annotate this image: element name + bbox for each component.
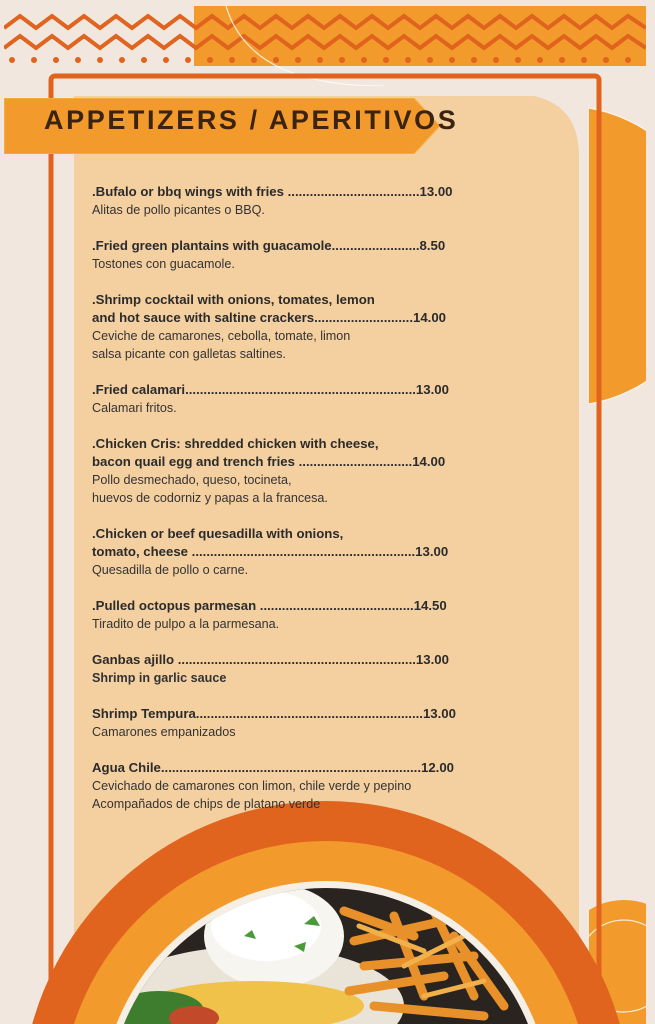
menu-item-description-line: Pollo desmechado, queso, tocineta, <box>92 473 292 487</box>
menu-item-description-line: Cevichado de camarones con limon, chile verde y pepino <box>92 779 412 793</box>
menu-item-description-line: Alitas de pollo picantes o BBQ. <box>92 203 265 217</box>
menu-item-name <box>92 183 512 201</box>
menu-item-description-line: Tostones con guacamole. <box>92 257 235 271</box>
menu-item <box>92 381 512 417</box>
menu-item-name-line: Ganbas ajillo .................................................................13.00 <box>92 652 449 667</box>
menu-item <box>92 237 512 273</box>
menu-item <box>92 435 512 507</box>
menu-item-description-line: Shrimp in garlic sauce <box>92 671 227 685</box>
menu-item-name-line: .Chicken Cris: shredded chicken with cheese, <box>92 436 379 451</box>
menu-item-description-line: Tiradito de pulpo a la parmesana. <box>92 617 280 631</box>
menu-item-description-line: Acompañados de chips de platano verde <box>92 797 321 811</box>
menu-item <box>92 183 512 219</box>
menu-item-name-line: .Fried calamari...............................................................13.00 <box>92 382 449 397</box>
menu-item-name <box>92 705 512 723</box>
menu-item-name-line: and hot sauce with saltine crackers...........................14.00 <box>92 310 447 325</box>
menu-item-name <box>92 291 512 327</box>
menu-item-description <box>92 255 512 273</box>
menu-item-name <box>92 237 512 255</box>
menu-item <box>92 597 512 633</box>
menu-item-name-line: .Pulled octopus parmesan ..........................................14.50 <box>92 598 447 613</box>
menu-item-description <box>92 471 512 507</box>
menu-item-description <box>92 669 512 687</box>
menu-item-description-line: Ceviche de camarones, cebolla, tomate, limon <box>92 329 351 343</box>
menu-item <box>92 651 512 687</box>
menu-item-name <box>92 651 512 669</box>
menu-item-name-line: Agua Chile.......................................................................12.00 <box>92 760 455 775</box>
menu-item-description-line: huevos de codorniz y papas a la francesa. <box>92 491 328 505</box>
menu-item-description <box>92 615 512 633</box>
menu-item-description-line: Camarones empanizados <box>92 725 236 739</box>
menu-item-name-line: .Shrimp cocktail with onions, tomates, lemon <box>92 292 375 307</box>
menu-item-description <box>92 561 512 579</box>
menu-item-description <box>92 777 512 813</box>
menu-item-name-line: Shrimp Tempura..............................................................13.00 <box>92 706 456 721</box>
menu-item-description-line: salsa picante con galletas saltines. <box>92 347 286 361</box>
menu-page <box>4 6 646 1024</box>
page-title: APPETIZERS / APERITIVOS <box>44 105 459 135</box>
menu-item-name-line: .Bufalo or bbq wings with fries ....................................13.00 <box>92 184 453 199</box>
menu-item-description <box>92 327 512 363</box>
menu-item-name <box>92 381 512 399</box>
menu-item-name-line: tomato, cheese .............................................................13.00 <box>92 544 449 559</box>
menu-item-name <box>92 597 512 615</box>
appetizer-menu-list <box>92 183 512 831</box>
menu-item <box>92 525 512 579</box>
menu-item <box>92 705 512 741</box>
menu-item-name-line: .Fried green plantains with guacamole........................8.50 <box>92 238 446 253</box>
menu-item-description-line: Calamari fritos. <box>92 401 177 415</box>
menu-item <box>92 291 512 363</box>
menu-item-description <box>92 201 512 219</box>
menu-item <box>92 759 512 813</box>
menu-item-description <box>92 723 512 741</box>
menu-item-name-line: .Chicken or beef quesadilla with onions, <box>92 526 344 541</box>
menu-item-name <box>92 759 512 777</box>
menu-item-name <box>92 435 512 471</box>
menu-item-description <box>92 399 512 417</box>
menu-item-name-line: bacon quail egg and trench fries ...............................14.00 <box>92 454 446 469</box>
menu-item-name <box>92 525 512 561</box>
menu-item-description-line: Quesadilla de pollo o carne. <box>92 563 249 577</box>
